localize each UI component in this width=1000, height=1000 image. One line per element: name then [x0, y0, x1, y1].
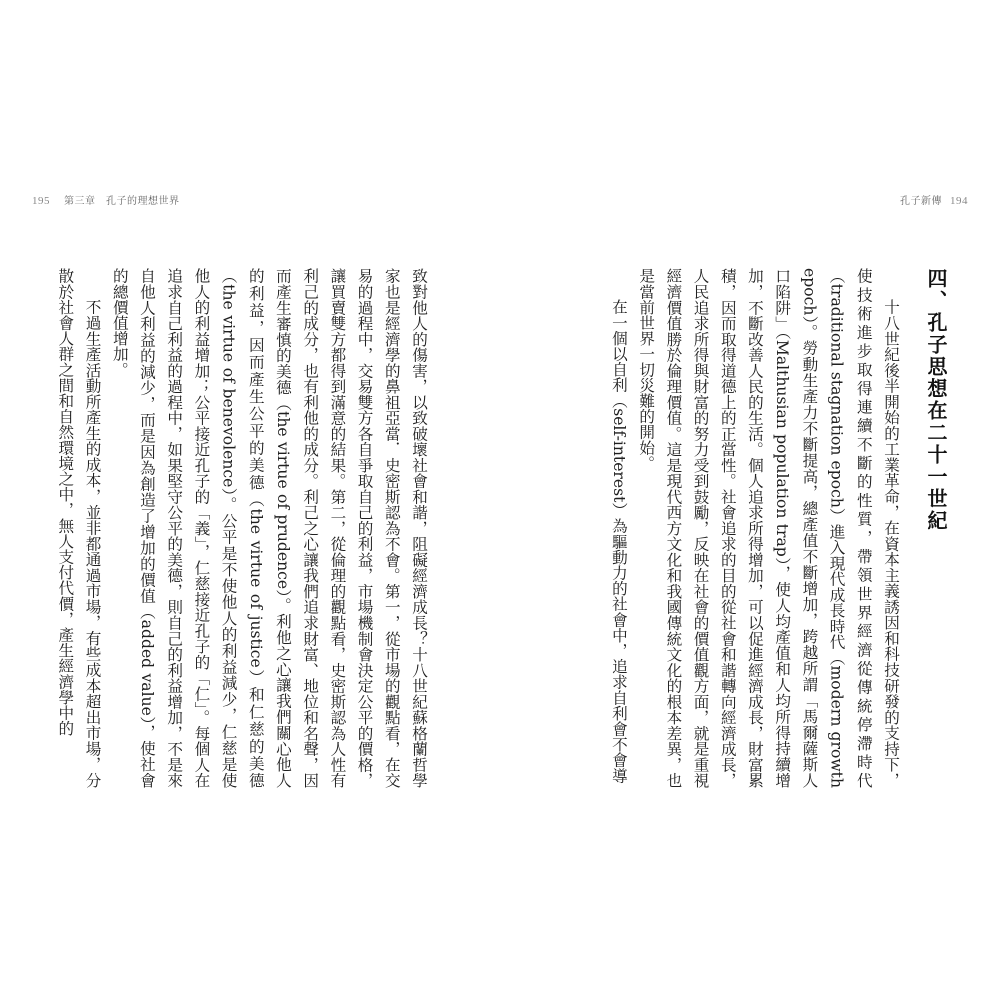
section-title: 四、孔子思想在二十一世紀	[924, 268, 948, 532]
left-chapter-title: 第三章 孔子的理想世界	[64, 196, 180, 207]
paragraph: 十八世紀後半開始的工業革命，在資本主義誘因和科技研發的支持下，使技術進步取得連續不斷的性質，帶領世界經濟從傳統停滯時代（traditional stagnation epoch）進入現代成長時代（modern growth epoch）。勞動生產力不斷提高，總產值不斷增加，跨越所謂「馬爾薩斯人口陷阱」（Malthusian population trap），使人均產值和人均所得持續增加，不斷改善人民的生活。個人追求所得增加，可以促進經濟成長，財富累積，因而取得道德上的正當性。社會追求的目的從社會和諧轉向經濟成長，人民追求所得與財富的努力受到鼓勵，反映在社會的價值觀方面，就是重視經濟價值勝於倫理價值。這是現代西方文化和我國傳統文化的根本差異，也是當前世界一切災難的開始。	[637, 268, 900, 788]
paragraph: 在一個以自利（self-interest）為驅動力的社會中，追求自利會不會導	[609, 299, 628, 784]
paragraph: 致對他人的傷害，以致破壞社會和諧，阻礙經濟成長？十八世紀蘇格蘭哲學家也是經濟學的鼻祖亞當．史密斯認為不會。第一，從市場的觀點看，在交易的過程中，交易雙方各自爭取自己的利益，市場機制會決定公平的價格，讓買賣雙方都得到滿意的結果。第二，從倫理的觀點看，史密斯認為人性有利己的成分，也有利他的成分。利己之心讓我們追求財富、地位和名聲，因而產生審慎的美德（the virtue of prudence）。利他之心讓我們關心他人的利益，因而產生公平的美德（the virtue of justice）和仁慈的美德（the virtue of benevolence）。公平是不使他人的利益減少，仁慈是使他人的利益增加；公平接近孔子的「義」，仁慈接近孔子的「仁」。每個人在追求自己利益的過程中，如果堅守公平的美德，則自己的利益增加，不是來自他人利益的減少，而是因為創造了增加的價值（added value），使社會的總價值增加。	[110, 268, 428, 788]
left-page-body	[56, 268, 432, 788]
right-page-number: 194	[950, 195, 968, 207]
left-page-number: 195	[32, 195, 50, 207]
right-book-title: 孔子新傳	[900, 196, 942, 207]
right-running-head	[900, 192, 968, 207]
right-page-body	[600, 268, 966, 788]
left-running-head	[32, 192, 180, 207]
paragraph: 不過生產活動所產生的成本，並非都通過市場，有些成本超出市場，分散於社會人群之間和自然環境之中，無人支付代價，產生經濟學中的	[56, 268, 102, 788]
